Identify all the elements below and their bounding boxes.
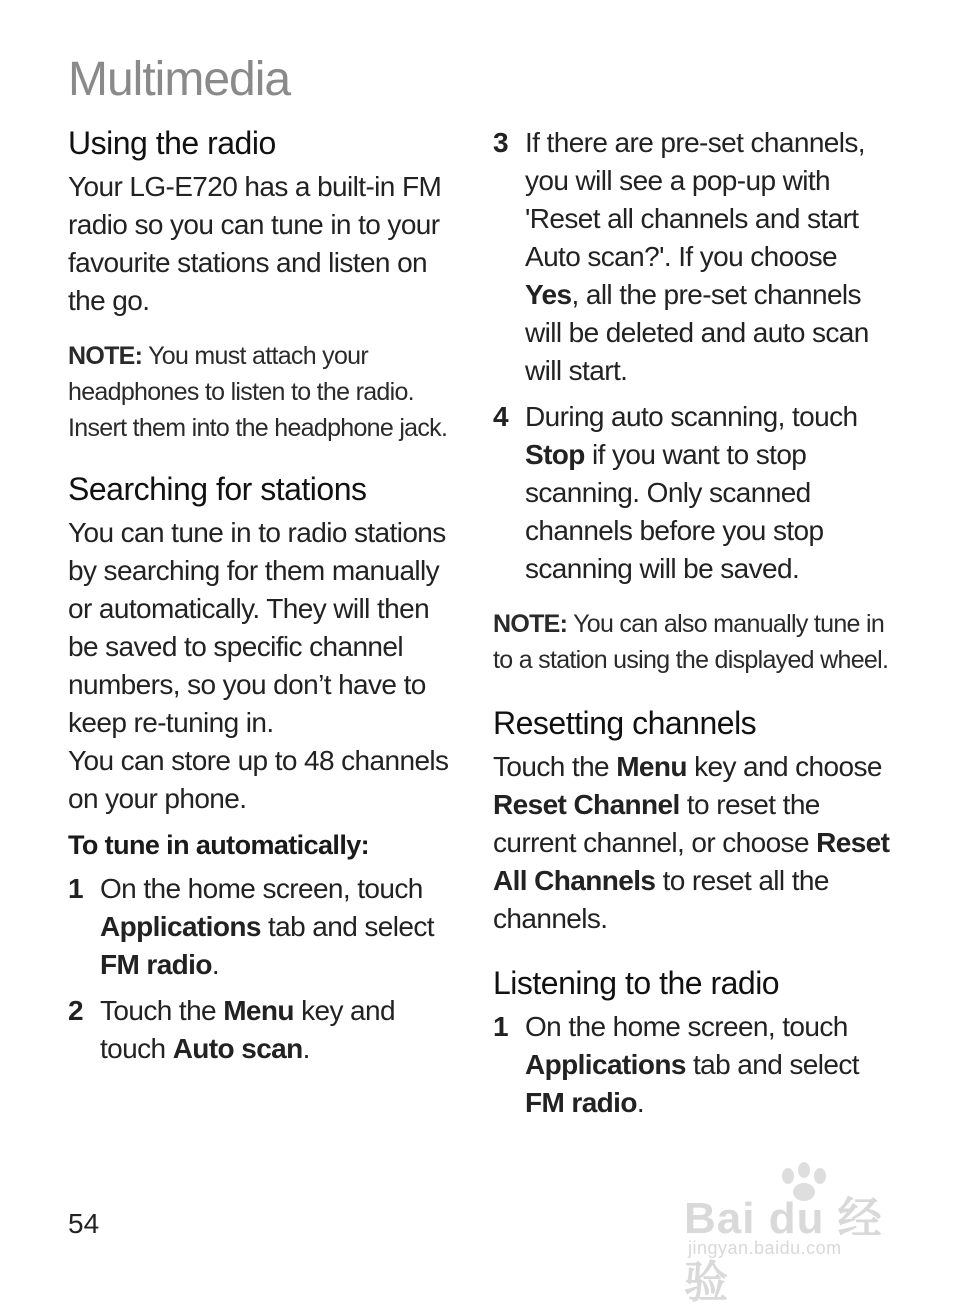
heading-searching-stations: Searching for stations [68,471,367,507]
resetting-body [493,748,893,938]
page-title: Multimedia [68,53,291,106]
body-bold: Menu [616,751,687,782]
step-text: During auto scanning, touch [525,401,858,432]
note-label: NOTE: [493,610,568,638]
step-text: if you want to stop scanning. Only scanned channels before you stop scanning will be saved. [525,439,824,584]
watermark-url: jingyan.baidu.com [688,1238,842,1258]
step-number: 4 [493,401,508,432]
step-number: 1 [493,1011,508,1042]
step-number: 1 [68,873,83,904]
watermark [684,1162,914,1307]
step-number: 2 [68,995,83,1026]
step-text: tab and select [685,1049,859,1080]
list-item [68,992,460,1068]
page-number: 54 [68,1208,100,1239]
step-text: On the home screen, touch [100,873,423,904]
step-text: , all the pre-set channels will be deleted and auto scan will start. [525,279,869,386]
heading-using-radio: Using the radio [68,125,276,161]
list-item [68,870,460,984]
body-text: to reset all the channels. [493,865,829,934]
note-text: You can also manually tune in to a station using the displayed wheel. [493,610,889,674]
step-bold: Applications [525,1049,686,1080]
searching-body-1: You can tune in to radio stations by searching for them manually or automatically. They will then be saved to specific channel numbers, so you don’t have to keep re-tuning in. [68,517,446,738]
body-bold: Reset Channel [493,789,680,820]
searching-body-2: You can store up to 48 channels on your phone. [68,745,449,814]
step-bold: FM radio [100,949,212,980]
step-text: . [302,1033,310,1064]
step-bold: Stop [525,439,585,470]
step-bold: Yes [525,279,572,310]
step-text: Touch the [100,995,224,1026]
listening-steps-list [493,1008,893,1122]
note-headphones [68,338,460,446]
auto-steps-list-continued [493,124,893,588]
note-label: NOTE: [68,342,143,370]
step-bold: FM radio [525,1087,637,1118]
list-item [493,398,893,588]
step-text: key and touch [100,995,395,1064]
body-bold: Reset All Channels [493,827,890,896]
body-text: to reset the current channel, or choose [493,789,820,858]
body-text: key and choose [686,751,882,782]
list-item [493,1008,893,1122]
subheading-tune-auto: To tune in automatically: [68,830,370,860]
watermark-logo: Bai du 经验 [684,1194,883,1307]
step-text: . [211,949,220,980]
right-column [493,124,893,1122]
step-bold: Auto scan [172,1033,303,1064]
body-text: Touch the [493,751,617,782]
step-text: On the home screen, touch [525,1011,848,1042]
note-text: You must attach your headphones to listen to the radio. Insert them into the headphone jack. [68,342,448,442]
heading-listening-radio: Listening to the radio [493,965,780,1001]
step-text: If there are pre-set channels, you will see a pop-up with 'Reset all channels and start Auto scan?'. If you choose [525,127,865,272]
step-number: 3 [493,127,508,158]
step-bold: Menu [223,995,294,1026]
step-bold: Applications [100,911,261,942]
auto-steps-list [68,870,460,1068]
heading-resetting-channels: Resetting channels [493,705,757,741]
step-text: . [636,1087,645,1118]
using-radio-body: Your LG-E720 has a built-in FM radio so you can tune in to your favourite stations and listen on the go. [68,171,442,316]
list-item [493,124,893,390]
note-manual-tune [493,606,893,678]
step-text: tab and select [260,911,434,942]
left-column [68,124,460,1068]
